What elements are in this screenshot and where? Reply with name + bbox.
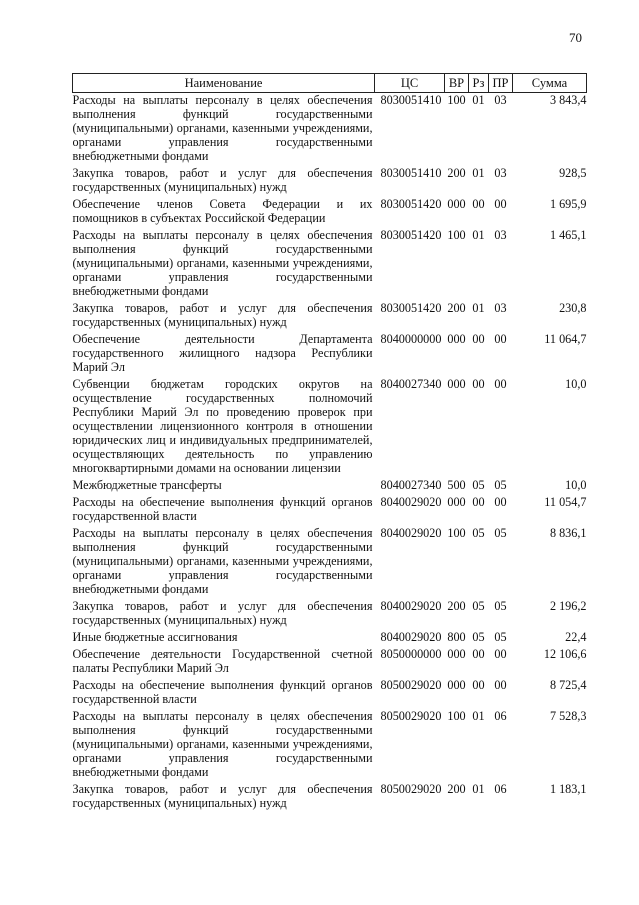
row-sum: 3 843,4 [549, 93, 587, 107]
table-row [73, 599, 587, 630]
row-cs: 8050029020 [380, 709, 442, 723]
row-rz: 05 [472, 599, 485, 613]
row-sum: 928,5 [559, 166, 587, 180]
row-sum: 2 196,2 [549, 599, 587, 613]
header-cs: ЦС [375, 74, 445, 93]
row-rz: 01 [472, 166, 485, 180]
row-vr: 500 [447, 478, 466, 492]
row-rz: 05 [472, 630, 485, 644]
row-rz: 00 [472, 495, 485, 509]
table-row [73, 93, 587, 167]
row-sum: 8 836,1 [549, 526, 587, 540]
row-sum: 230,8 [559, 301, 587, 315]
row-pr: 03 [494, 93, 507, 107]
row-name: Закупка товаров, работ и услуг для обеспечения государственных (муниципальных) нужд [72, 782, 373, 810]
row-name: Обеспечение членов Совета Федерации и их помощников в субъектах Российской Федерации [72, 197, 373, 225]
row-rz: 05 [472, 478, 485, 492]
row-name: Расходы на выплаты персоналу в целях обеспечения выполнения функций государственными (муниципальными) органами, казенными учреждениями, органами управления государственными внебюджетными фондами [72, 709, 373, 779]
row-pr: 00 [494, 647, 507, 661]
row-sum: 7 528,3 [549, 709, 587, 723]
page-number: 70 [569, 30, 582, 45]
table-row [73, 166, 587, 197]
row-pr: 05 [494, 526, 507, 540]
row-rz: 00 [472, 647, 485, 661]
row-name: Расходы на обеспечение выполнения функций органов государственной власти [72, 678, 373, 706]
table-body [73, 93, 587, 814]
table-row [73, 709, 587, 782]
row-name: Расходы на обеспечение выполнения функций органов государственной власти [72, 495, 373, 523]
row-pr: 00 [494, 377, 507, 391]
row-sum: 11 064,7 [544, 332, 587, 346]
row-rz: 00 [472, 332, 485, 346]
row-cs: 8040029020 [380, 526, 442, 540]
row-rz: 01 [472, 228, 485, 242]
row-pr: 06 [494, 709, 507, 723]
row-vr: 000 [447, 377, 466, 391]
row-sum: 1 695,9 [549, 197, 587, 211]
row-cs: 8030051420 [380, 301, 442, 315]
header-rz: Рз [469, 74, 489, 93]
row-pr: 00 [494, 495, 507, 509]
row-pr: 03 [494, 301, 507, 315]
row-sum: 1 465,1 [549, 228, 587, 242]
row-name: Закупка товаров, работ и услуг для обеспечения государственных (муниципальных) нужд [72, 166, 373, 194]
row-vr: 000 [447, 197, 466, 211]
row-name: Обеспечение деятельности Государственной счетной палаты Республики Марий Эл [72, 647, 373, 675]
table-row [73, 332, 587, 377]
row-vr: 100 [447, 709, 466, 723]
row-name: Расходы на выплаты персоналу в целях обеспечения выполнения функций государственными (муниципальными) органами, казенными учреждениями, органами управления государственными внебюджетными фондами [72, 526, 373, 596]
row-rz: 00 [472, 197, 485, 211]
row-cs: 8040027340 [380, 377, 442, 391]
row-name: Иные бюджетные ассигнования [72, 630, 238, 644]
row-pr: 05 [494, 630, 507, 644]
row-name: Закупка товаров, работ и услуг для обеспечения государственных (муниципальных) нужд [72, 599, 373, 627]
row-vr: 100 [447, 228, 466, 242]
row-sum: 22,4 [565, 630, 587, 644]
row-cs: 8050029020 [380, 782, 442, 796]
budget-table [72, 73, 587, 813]
row-name: Расходы на выплаты персоналу в целях обеспечения выполнения функций государственными (муниципальными) органами, казенными учреждениями, органами управления государственными внебюджетными фондами [72, 93, 373, 163]
row-pr: 05 [494, 478, 507, 492]
row-vr: 000 [447, 678, 466, 692]
header-vr: ВР [445, 74, 469, 93]
table-row [73, 197, 587, 228]
row-name: Межбюджетные трансферты [72, 478, 222, 492]
row-pr: 00 [494, 197, 507, 211]
row-pr: 00 [494, 332, 507, 346]
table-row [73, 526, 587, 599]
row-sum: 8 725,4 [549, 678, 587, 692]
header-pr: ПР [489, 74, 513, 93]
row-cs: 8040027340 [380, 478, 442, 492]
row-pr: 05 [494, 599, 507, 613]
table-row [73, 301, 587, 332]
row-name: Субвенции бюджетам городских округов на осуществление государственных полномочий Республики Марий Эл по проведению проверок при осуществлении лицензионного контроля в отношении юридических лиц и индивидуальных предпринимателей, осуществляющих деятельность по управлению многоквартирными домами на основании лицензии [72, 377, 373, 475]
row-cs: 8040029020 [380, 599, 442, 613]
row-vr: 200 [447, 301, 466, 315]
table-row [73, 782, 587, 813]
table-row [73, 228, 587, 301]
row-vr: 800 [447, 630, 466, 644]
row-vr: 200 [447, 166, 466, 180]
row-sum: 1 183,1 [549, 782, 587, 796]
row-sum: 10,0 [565, 478, 587, 492]
row-pr: 00 [494, 678, 507, 692]
row-vr: 000 [447, 332, 466, 346]
table-row [73, 678, 587, 709]
table-row [73, 647, 587, 678]
row-vr: 100 [447, 93, 466, 107]
row-pr: 03 [494, 228, 507, 242]
row-sum: 10,0 [565, 377, 587, 391]
header-name: Наименование [73, 74, 375, 93]
row-vr: 100 [447, 526, 466, 540]
row-rz: 01 [472, 301, 485, 315]
header-sum: Сумма [513, 74, 587, 93]
table-row [73, 495, 587, 526]
row-vr: 000 [447, 495, 466, 509]
row-pr: 03 [494, 166, 507, 180]
row-cs: 8030051420 [380, 197, 442, 211]
row-rz: 05 [472, 526, 485, 540]
row-name: Обеспечение деятельности Департамента государственного жилищного надзора Республики Марий Эл [72, 332, 373, 374]
row-cs: 8030051410 [380, 166, 442, 180]
row-rz: 00 [472, 377, 485, 391]
table-row [73, 377, 587, 478]
row-name: Расходы на выплаты персоналу в целях обеспечения выполнения функций государственными (муниципальными) органами, казенными учреждениями, органами управления государственными внебюджетными фондами [72, 228, 373, 298]
row-vr: 200 [447, 782, 466, 796]
row-sum: 11 054,7 [544, 495, 587, 509]
row-cs: 8050029020 [380, 678, 442, 692]
row-cs: 8030051420 [380, 228, 442, 242]
row-cs: 8030051410 [380, 93, 442, 107]
row-rz: 01 [472, 93, 485, 107]
row-rz: 01 [472, 709, 485, 723]
row-rz: 00 [472, 678, 485, 692]
table-row [73, 630, 587, 647]
row-rz: 01 [472, 782, 485, 796]
row-cs: 8040029020 [380, 630, 442, 644]
table-header [73, 74, 587, 93]
row-sum: 12 106,6 [543, 647, 587, 661]
row-cs: 8040000000 [380, 332, 442, 346]
table-row [73, 478, 587, 495]
row-vr: 000 [447, 647, 466, 661]
row-vr: 200 [447, 599, 466, 613]
row-cs: 8040029020 [380, 495, 442, 509]
row-cs: 8050000000 [380, 647, 442, 661]
row-name: Закупка товаров, работ и услуг для обеспечения государственных (муниципальных) нужд [72, 301, 373, 329]
row-pr: 06 [494, 782, 507, 796]
